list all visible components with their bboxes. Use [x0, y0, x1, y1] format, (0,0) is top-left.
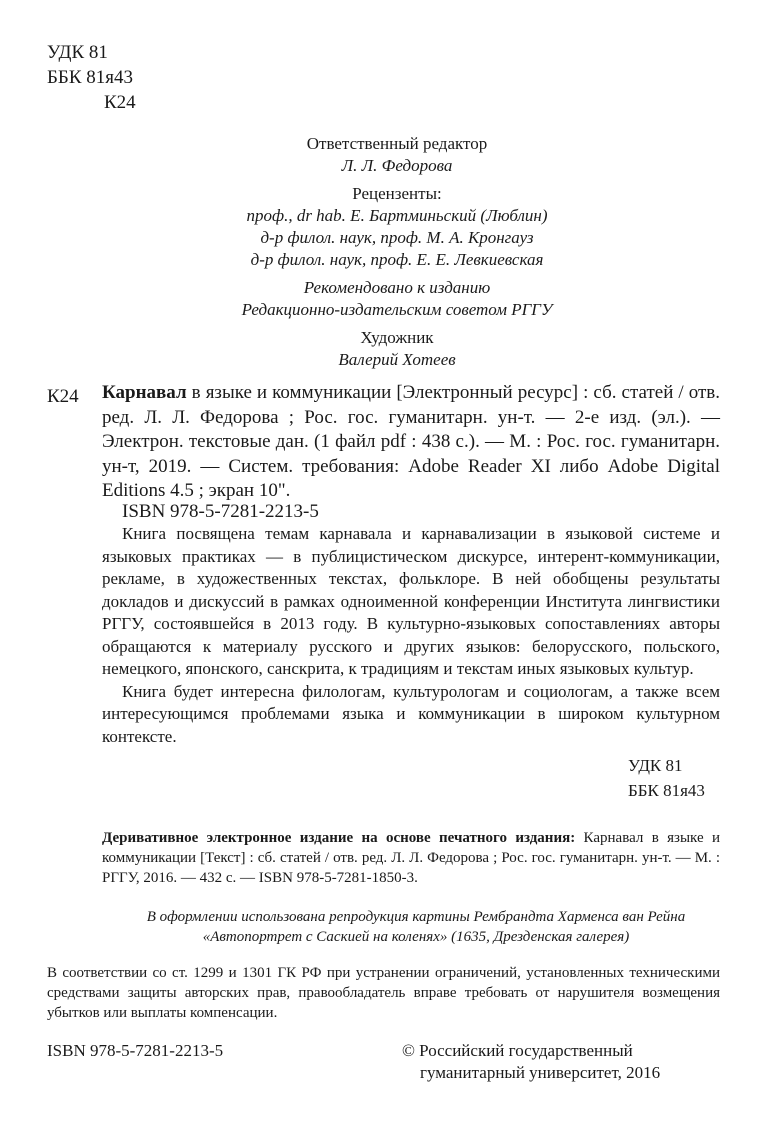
copyright: [402, 1040, 660, 1084]
credits-block: [0, 133, 768, 371]
record-body: в языке и коммуникации [Электронный ресурс] : сб. статей / отв. ред. Л. Л. Федорова ; Рос. гос. гуманитарн. ун-т. — 2-е изд. (эл.). — Электрон. текстовые дан. (1 файл pdf : 438 с.). — М. : Рос. гос. гуманитарн. ун-т, 2019. — Систем. требования: Adobe Reader XI либо Adobe Digital Editions 4.5 ; экран 10".: [102, 382, 720, 501]
classification-block: [47, 40, 136, 115]
udc-code-right: УДК 81: [628, 756, 683, 775]
recommendation-line-1: Рекомендовано к изданию: [303, 278, 491, 297]
reviewer-1: проф., dr hab. Е. Бартминьский (Люблин): [246, 206, 548, 225]
reviewers-label: Рецензенты:: [352, 184, 442, 203]
copyright-line-2: гуманитарный университет, 2016: [420, 1063, 661, 1082]
udc-code: УДК 81: [47, 42, 108, 63]
record-isbn: ISBN 978-5-7281-2213-5: [122, 501, 319, 522]
annotation-paragraph-2: Книга будет интересна филологам, культурологам и социологам, а также всем интересующимся проблемами языка и коммуникации в широком культурном контексте.: [102, 681, 720, 746]
editor-name: Л. Л. Федорова: [341, 156, 453, 175]
illustration-line-1: В оформлении использована репродукция картины Рембрандта Харменса ван Рейна: [146, 909, 686, 925]
copyright-line-1: © Российский государственный: [402, 1041, 633, 1060]
author-mark: К24: [104, 92, 136, 113]
reviewer-2: д-р филол. наук, проф. М. А. Кронгауз: [260, 228, 534, 247]
catalogue-record: [102, 381, 720, 504]
bbk-code-right: ББК 81я43: [628, 781, 705, 800]
annotation: [102, 523, 720, 748]
illustration-line-2: «Автопортрет с Саскией на коленях» (1635, Дрезденская галерея): [202, 929, 630, 945]
artist-name: Валерий Хотеев: [338, 350, 456, 369]
derivative-note: [102, 828, 720, 888]
artist-role: Художник: [360, 328, 434, 347]
annotation-paragraph-1: Книга посвящена темам карнавала и карнавализации в языковой системе и языковых практиках — в публицистическом дискурсе, интерент-коммуникации, рекламе, в художественных текстах, фольклоре. В ней обобщены результаты докладов и дискуссий в рамках одноименной конференции Института лингвистики РГГУ, состоявшейся в 2013 году. В культурно-языковых сопоставлениях авторы обращаются к материалу русского и других языков: белорусского, польского, немецкого, японского, санскрита, к традициям и текстам иных языковых культур.: [102, 524, 720, 678]
recommendation-line-2: Редакционно-издательским советом РГГУ: [241, 300, 553, 319]
derivative-label: Деривативное электронное издание на основе печатного издания:: [102, 830, 576, 846]
classification-right: [628, 753, 705, 803]
legal-notice: В соответствии со ст. 1299 и 1301 ГК РФ при устранении ограничений, установленных техническими средствами защиты авторских прав, правообладатель вправе требовать от нарушителя возмещения убытков или выплаты компенсации.: [47, 965, 720, 1021]
reviewer-3: д-р филол. наук, проф. Е. Е. Левкиевская: [250, 250, 544, 269]
footer-isbn: ISBN 978-5-7281-2213-5: [47, 1041, 224, 1060]
record-title: Карнавал: [102, 382, 187, 403]
bbk-code: ББК 81я43: [47, 67, 133, 88]
record-mark: К24: [47, 386, 79, 407]
derivative-text: Карнавал в языке и коммуникации [Текст] : сб. статей / отв. ред. Л. Л. Федорова ; Рос. гос. гуманитарн. ун-т. — М. : РГГУ, 2016. — 432 с. — ISBN 978-5-7281-1850-3.: [102, 830, 720, 886]
editor-role: Ответственный редактор: [306, 134, 488, 153]
illustration-note: [0, 907, 768, 947]
